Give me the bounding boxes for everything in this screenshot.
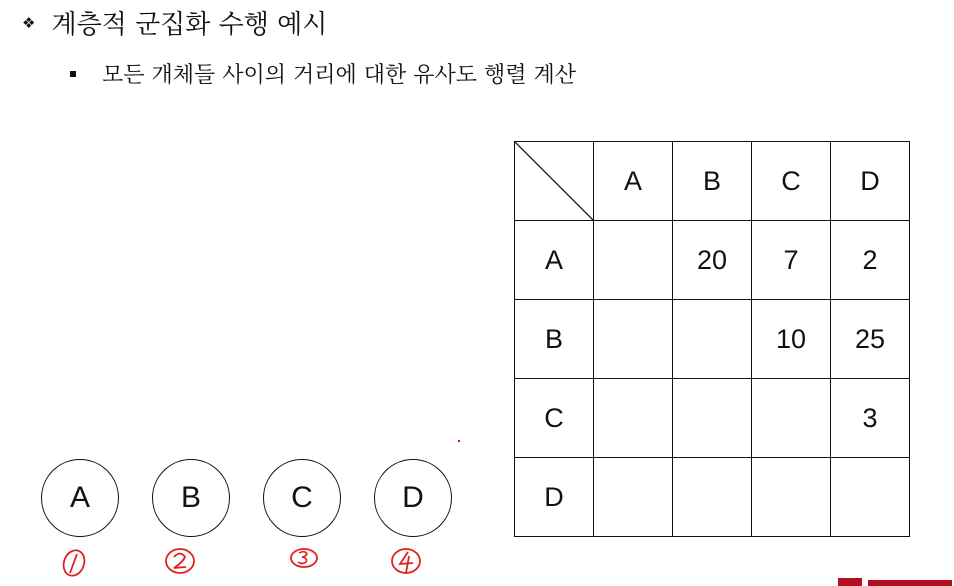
col-header: B <box>673 142 752 221</box>
cluster-node-c: C <box>263 459 341 537</box>
matrix-cell <box>673 379 752 458</box>
cluster-node-d: D <box>374 459 452 537</box>
matrix-cell <box>594 379 673 458</box>
matrix-cell <box>594 300 673 379</box>
similarity-matrix <box>514 141 910 537</box>
matrix-cell <box>594 221 673 300</box>
row-header: B <box>515 300 594 379</box>
matrix-row <box>515 300 910 379</box>
matrix-cell: 3 <box>831 379 910 458</box>
handwritten-mark-2 <box>163 546 197 580</box>
matrix-cell: 25 <box>831 300 910 379</box>
matrix-row <box>515 221 910 300</box>
matrix-cell <box>673 300 752 379</box>
slide-subheading <box>66 58 576 89</box>
matrix-cell <box>831 458 910 537</box>
diamond-bullet-icon: ❖ <box>22 13 36 32</box>
subheading-text: 모든 개체들 사이의 거리에 대한 유사도 행렬 계산 <box>102 63 576 88</box>
cluster-node-b: B <box>152 459 230 537</box>
cluster-node-a: A <box>41 459 119 537</box>
matrix-cell <box>594 458 673 537</box>
row-header: C <box>515 379 594 458</box>
handwritten-mark-1 <box>58 546 92 580</box>
matrix-cell: 2 <box>831 221 910 300</box>
matrix-row <box>515 458 910 537</box>
square-bullet-icon <box>70 71 76 77</box>
matrix-cell <box>752 458 831 537</box>
matrix-cell <box>752 379 831 458</box>
col-header: C <box>752 142 831 221</box>
row-header: A <box>515 221 594 300</box>
handwritten-mark-4 <box>390 546 424 580</box>
matrix-cell: 10 <box>752 300 831 379</box>
heading-text: 계층적 군집화 수행 예시 <box>51 10 328 40</box>
row-header: D <box>515 458 594 537</box>
matrix-row <box>515 379 910 458</box>
slide-heading <box>22 4 327 41</box>
matrix-cell <box>673 458 752 537</box>
red-dot <box>458 440 460 442</box>
matrix-corner-cell <box>515 142 594 221</box>
col-header: A <box>594 142 673 221</box>
handwritten-mark-3 <box>288 546 322 576</box>
matrix-cell: 20 <box>673 221 752 300</box>
university-logo-icon <box>838 578 954 586</box>
diagonal-line-icon <box>515 142 593 220</box>
matrix-cell: 7 <box>752 221 831 300</box>
col-header: D <box>831 142 910 221</box>
matrix-header-row <box>515 142 910 221</box>
